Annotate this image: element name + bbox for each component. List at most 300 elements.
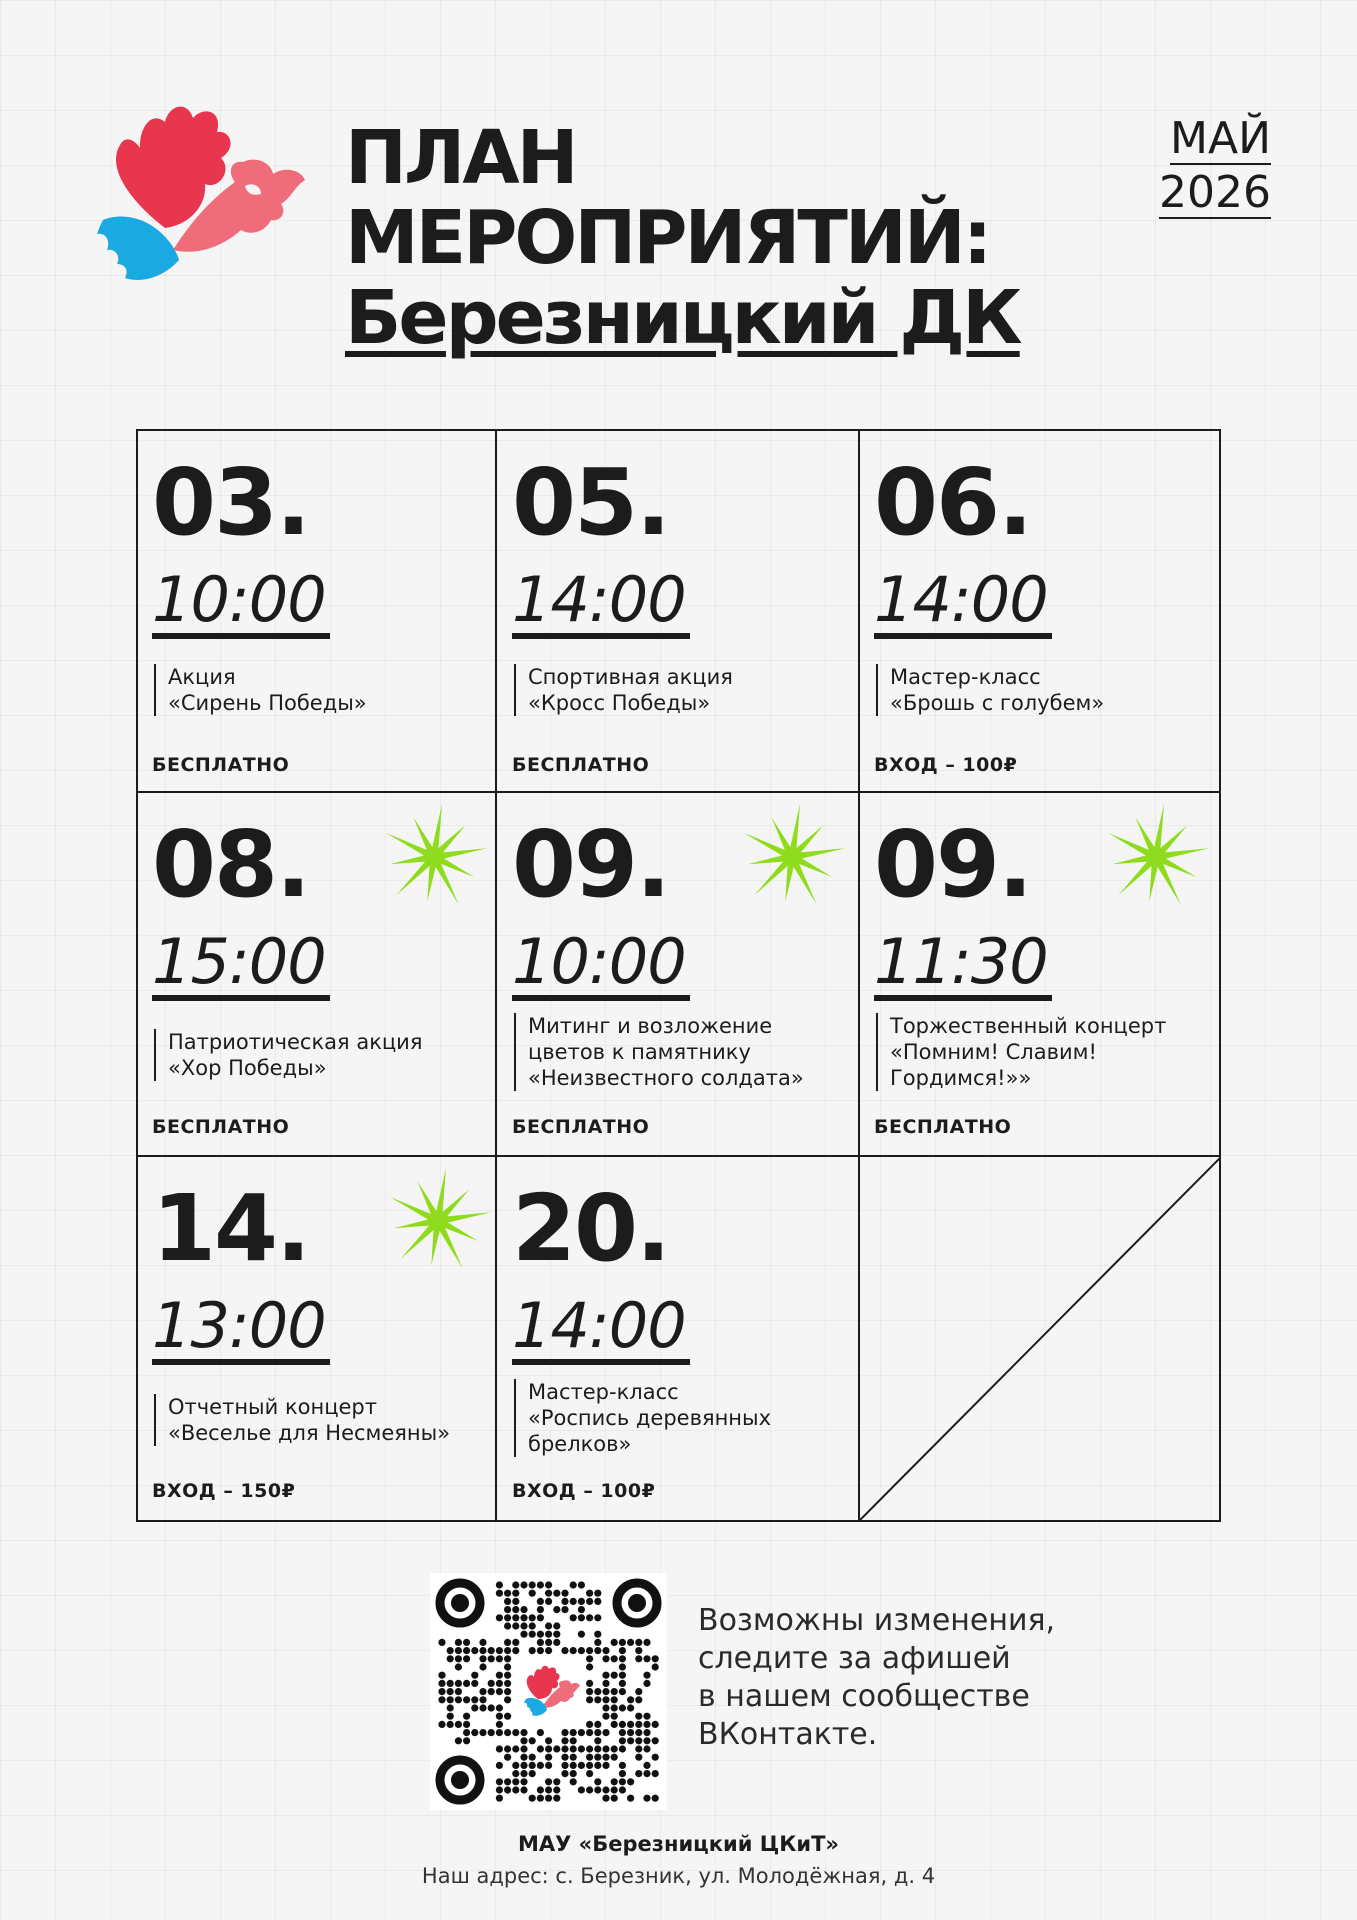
qr-dot (627, 1737, 634, 1744)
qr-dot (594, 1778, 601, 1785)
qr-dot (455, 1663, 462, 1670)
qr-dot (537, 1786, 544, 1793)
qr-dot (529, 1762, 536, 1769)
qr-dot (545, 1786, 552, 1793)
qr-dot (463, 1713, 470, 1720)
qr-dot (594, 1614, 601, 1621)
qr-dot (619, 1745, 626, 1752)
qr-dot (578, 1606, 585, 1613)
event-date: 20. (512, 1175, 669, 1282)
qr-dot (635, 1721, 642, 1728)
qr-dot (643, 1737, 650, 1744)
event-cell (498, 793, 858, 1156)
qr-dot (438, 1721, 445, 1728)
qr-dot (570, 1729, 577, 1736)
qr-dot (488, 1647, 495, 1654)
qr-dot (561, 1606, 568, 1613)
qr-dot (545, 1647, 552, 1654)
qr-dot (512, 1639, 519, 1646)
qr-dot (586, 1655, 593, 1662)
event-cell (138, 431, 498, 794)
qr-dot (545, 1745, 552, 1752)
qr-dot (570, 1737, 577, 1744)
qr-dot (578, 1647, 585, 1654)
qr-dot (520, 1754, 527, 1761)
event-description (514, 664, 849, 716)
qr-dot (471, 1680, 478, 1687)
qr-dot (512, 1622, 519, 1629)
qr-dot (479, 1696, 486, 1703)
qr-dot (545, 1598, 552, 1605)
qr-dot (512, 1581, 519, 1588)
month-year (1159, 112, 1271, 220)
qr-dot (594, 1762, 601, 1769)
qr-dot (496, 1713, 503, 1720)
qr-dot (496, 1786, 503, 1793)
qr-dot (504, 1745, 511, 1752)
event-desc-line: Спортивная акция (528, 665, 733, 689)
qr-dot (561, 1762, 568, 1769)
qr-dot (553, 1606, 560, 1613)
qr-dot (627, 1704, 634, 1711)
event-desc-line: «Кросс Победы» (528, 691, 711, 715)
qr-dot (512, 1647, 519, 1654)
qr-dot (545, 1639, 552, 1646)
qr-dot (537, 1762, 544, 1769)
qr-dot (594, 1631, 601, 1638)
qr-dot (471, 1672, 478, 1679)
qr-dot (652, 1737, 659, 1744)
title-line-3: Березницкий ДК (345, 275, 1020, 361)
event-desc-line: «Веселье для Несмеяны» (168, 1421, 451, 1445)
qr-dot (479, 1729, 486, 1736)
qr-dot (438, 1672, 445, 1679)
qr-dot (455, 1688, 462, 1695)
qr-dot (553, 1622, 560, 1629)
qr-dot (643, 1639, 650, 1646)
event-desc-line: Торжественный концерт (890, 1014, 1167, 1038)
qr-dot (619, 1672, 626, 1679)
qr-dot (479, 1647, 486, 1654)
qr-dot (496, 1795, 503, 1802)
qr-dot (561, 1729, 568, 1736)
qr-dot (520, 1786, 527, 1793)
qr-dot (570, 1762, 577, 1769)
qr-dot (488, 1680, 495, 1687)
qr-dot (611, 1754, 618, 1761)
event-date: 06. (874, 449, 1031, 556)
changes-notice (698, 1602, 1055, 1754)
event-description (154, 1394, 489, 1446)
event-price: БЕСПЛАТНО (512, 754, 650, 776)
qr-dot (570, 1581, 577, 1588)
qr-dot (594, 1647, 601, 1654)
event-time: 11:30 (874, 929, 1052, 1001)
qr-dot (537, 1647, 544, 1654)
event-desc-line: брелков» (528, 1432, 632, 1456)
qr-dot (570, 1745, 577, 1752)
qr-dot (479, 1663, 486, 1670)
qr-dot (455, 1737, 462, 1744)
qr-dot (627, 1696, 634, 1703)
qr-dot (611, 1786, 618, 1793)
qr-dot (479, 1655, 486, 1662)
qr-dot (471, 1704, 478, 1711)
qr-dot (504, 1786, 511, 1793)
event-desc-line: Отчетный концерт (168, 1395, 377, 1419)
qr-dot (529, 1795, 536, 1802)
qr-dot (611, 1704, 618, 1711)
qr-dot (635, 1639, 642, 1646)
qr-dot (529, 1647, 536, 1654)
qr-dot (643, 1655, 650, 1662)
qr-dot (545, 1762, 552, 1769)
qr-dot (496, 1655, 503, 1662)
event-date: 09. (512, 811, 669, 918)
event-time: 15:00 (152, 929, 330, 1001)
qr-dot (619, 1729, 626, 1736)
qr-dot (512, 1745, 519, 1752)
qr-dot (512, 1778, 519, 1785)
event-desc-line: «Роспись деревянных (528, 1406, 772, 1430)
qr-dot (479, 1704, 486, 1711)
notice-line: следите за афишей (698, 1641, 1011, 1676)
qr-dot (438, 1688, 445, 1695)
year-label: 2026 (1159, 167, 1271, 218)
qr-dot (602, 1729, 609, 1736)
qr-dot (504, 1639, 511, 1646)
qr-dot (496, 1778, 503, 1785)
qr-dot (570, 1598, 577, 1605)
qr-dot (619, 1721, 626, 1728)
qr-dot (463, 1696, 470, 1703)
qr-dot (611, 1795, 618, 1802)
qr-dot (570, 1778, 577, 1785)
qr-dot (635, 1655, 642, 1662)
qr-dot (488, 1704, 495, 1711)
qr-dot (561, 1647, 568, 1654)
qr-dot (594, 1721, 601, 1728)
qr-dot (611, 1713, 618, 1720)
qr-dot (545, 1581, 552, 1588)
qr-dot (619, 1639, 626, 1646)
notice-line: в нашем сообществе (698, 1679, 1030, 1714)
qr-dot (537, 1598, 544, 1605)
qr-dot (529, 1770, 536, 1777)
qr-dot (471, 1647, 478, 1654)
qr-dot (529, 1754, 536, 1761)
qr-dot (471, 1696, 478, 1703)
qr-dot (586, 1680, 593, 1687)
qr-dot (479, 1639, 486, 1646)
event-desc-line: Акция (168, 665, 236, 689)
qr-dot (520, 1762, 527, 1769)
page-title (345, 115, 1020, 361)
qr-dot (520, 1581, 527, 1588)
qr-dot (545, 1631, 552, 1638)
qr-dot (561, 1754, 568, 1761)
qr-dot (553, 1590, 560, 1597)
qr-dot (602, 1704, 609, 1711)
qr-dot (496, 1721, 503, 1728)
qr-dot (520, 1737, 527, 1744)
event-desc-line: Митинг и возложение (528, 1014, 773, 1038)
qr-dot (619, 1655, 626, 1662)
qr-dot (586, 1721, 593, 1728)
qr-dot (463, 1729, 470, 1736)
qr-dot (602, 1786, 609, 1793)
qr-dot (619, 1704, 626, 1711)
event-price: БЕСПЛАТНО (152, 754, 290, 776)
qr-dot (602, 1655, 609, 1662)
event-date: 09. (874, 811, 1031, 918)
qr-dot (586, 1762, 593, 1769)
qr-dot (504, 1590, 511, 1597)
qr-dot (463, 1721, 470, 1728)
qr-dot (463, 1639, 470, 1646)
qr-dot (627, 1778, 634, 1785)
qr-dot (643, 1795, 650, 1802)
qr-dot (520, 1770, 527, 1777)
qr-dot (504, 1713, 511, 1720)
event-description (514, 1013, 849, 1091)
qr-code-icon[interactable] (430, 1573, 667, 1810)
qr-dot (652, 1754, 659, 1761)
qr-dot (594, 1786, 601, 1793)
qr-dot (447, 1696, 454, 1703)
event-price: БЕСПЛАТНО (512, 1116, 650, 1138)
qr-dot (652, 1795, 659, 1802)
qr-dot (627, 1639, 634, 1646)
qr-dot (496, 1688, 503, 1695)
qr-dot (570, 1770, 577, 1777)
qr-dot (537, 1606, 544, 1613)
qr-dot (529, 1590, 536, 1597)
qr-dot (512, 1598, 519, 1605)
empty-cell-diagonal (860, 1157, 1221, 1520)
qr-dot (545, 1622, 552, 1629)
event-time: 10:00 (512, 929, 690, 1001)
green-starburst-icon (382, 1165, 494, 1277)
qr-dot (586, 1688, 593, 1695)
qr-dot (586, 1590, 593, 1597)
qr-dot (512, 1786, 519, 1793)
qr-dot (504, 1614, 511, 1621)
qr-dot (652, 1663, 659, 1670)
event-price: ВХОД – 150₽ (152, 1480, 296, 1502)
event-cell (498, 431, 858, 794)
qr-dot (553, 1786, 560, 1793)
qr-dot (496, 1729, 503, 1736)
event-date: 03. (152, 449, 309, 556)
qr-dot (652, 1721, 659, 1728)
qr-dot (520, 1729, 527, 1736)
event-desc-line: Мастер-класс (528, 1380, 679, 1404)
qr-dot (529, 1631, 536, 1638)
organization-name: МАУ «Березницкий ЦКиТ» (518, 1832, 839, 1856)
event-time: 14:00 (874, 567, 1052, 639)
qr-dot (570, 1614, 577, 1621)
qr-dot (635, 1770, 642, 1777)
event-time: 14:00 (512, 567, 690, 639)
qr-dot (561, 1737, 568, 1744)
green-starburst-icon (736, 801, 848, 913)
qr-dot (545, 1778, 552, 1785)
qr-dot (447, 1721, 454, 1728)
qr-dot (570, 1647, 577, 1654)
qr-dot (455, 1639, 462, 1646)
event-cell (138, 1157, 498, 1520)
qr-dot (504, 1778, 511, 1785)
notice-line: Возможны изменения, (698, 1603, 1056, 1638)
qr-dot (455, 1721, 462, 1728)
qr-dot (504, 1622, 511, 1629)
qr-dot (520, 1614, 527, 1621)
qr-dot (586, 1729, 593, 1736)
qr-dot (594, 1688, 601, 1695)
event-date: 05. (512, 449, 669, 556)
qr-dot (611, 1778, 618, 1785)
qr-dot (561, 1770, 568, 1777)
green-starburst-icon (1100, 801, 1212, 913)
event-price: БЕСПЛАТНО (874, 1116, 1012, 1138)
event-desc-line: «Сирень Победы» (168, 691, 367, 715)
qr-dot (578, 1745, 585, 1752)
qr-dot (496, 1680, 503, 1687)
qr-dot (594, 1590, 601, 1597)
qr-dot (512, 1762, 519, 1769)
qr-dot (455, 1655, 462, 1662)
qr-dot (619, 1663, 626, 1670)
qr-dot (611, 1688, 618, 1695)
qr-dot (438, 1639, 445, 1646)
qr-dot (602, 1680, 609, 1687)
qr-dot (594, 1639, 601, 1646)
qr-dot (635, 1729, 642, 1736)
qr-dot (643, 1770, 650, 1777)
qr-dot (643, 1762, 650, 1769)
qr-dot (529, 1581, 536, 1588)
qr-dot (602, 1647, 609, 1654)
qr-dot (586, 1786, 593, 1793)
qr-dot (537, 1639, 544, 1646)
qr-dot (529, 1622, 536, 1629)
qr-dot (594, 1696, 601, 1703)
qr-dot (537, 1795, 544, 1802)
qr-dot (553, 1639, 560, 1646)
qr-dot (479, 1688, 486, 1695)
event-description (876, 1013, 1211, 1091)
qr-dot (545, 1754, 552, 1761)
qr-dot (652, 1770, 659, 1777)
qr-dot (594, 1745, 601, 1752)
qr-dot (512, 1606, 519, 1613)
qr-dot (504, 1696, 511, 1703)
qr-dot (619, 1770, 626, 1777)
title-line-1: ПЛАН (345, 115, 576, 201)
qr-dot (537, 1614, 544, 1621)
qr-dot (504, 1598, 511, 1605)
qr-dot (602, 1762, 609, 1769)
qr-dot (619, 1688, 626, 1695)
qr-dot (537, 1581, 544, 1588)
qr-dot (545, 1590, 552, 1597)
qr-dot (520, 1606, 527, 1613)
qr-dot (652, 1655, 659, 1662)
qr-dot (635, 1688, 642, 1695)
qr-dot (520, 1778, 527, 1785)
event-time: 10:00 (152, 567, 330, 639)
event-cell (860, 793, 1220, 1156)
event-time: 13:00 (152, 1293, 330, 1365)
qr-dot (627, 1729, 634, 1736)
green-starburst-icon (378, 801, 490, 913)
qr-dot (635, 1754, 642, 1761)
event-date: 14. (152, 1175, 309, 1282)
qr-dot (447, 1704, 454, 1711)
qr-dot (504, 1655, 511, 1662)
qr-dot (488, 1688, 495, 1695)
qr-dot (635, 1713, 642, 1720)
qr-dot (602, 1754, 609, 1761)
qr-dot (578, 1581, 585, 1588)
qr-dot (496, 1762, 503, 1769)
address: Наш адрес: с. Березник, ул. Молодёжная, д. 4 (421, 1864, 936, 1888)
month-label: МАЙ (1170, 113, 1271, 164)
qr-dot (635, 1745, 642, 1752)
qr-dot (619, 1762, 626, 1769)
qr-dot (561, 1598, 568, 1605)
qr-dot (627, 1795, 634, 1802)
qr-dot (488, 1655, 495, 1662)
qr-dot (455, 1680, 462, 1687)
qr-dot (611, 1639, 618, 1646)
qr-dot (594, 1754, 601, 1761)
qr-dot (520, 1745, 527, 1752)
qr-dot (586, 1696, 593, 1703)
event-desc-line: Патриотическая акция (168, 1030, 423, 1054)
event-cell (138, 793, 498, 1156)
qr-dot (619, 1786, 626, 1793)
qr-dot (455, 1696, 462, 1703)
qr-dot (635, 1696, 642, 1703)
qr-dot (643, 1745, 650, 1752)
qr-dot (537, 1745, 544, 1752)
qr-dot (553, 1631, 560, 1638)
qr-dot (586, 1754, 593, 1761)
qr-dot (578, 1631, 585, 1638)
qr-dot (512, 1614, 519, 1621)
qr-dot (619, 1778, 626, 1785)
qr-dot (504, 1663, 511, 1670)
qr-dot (594, 1737, 601, 1744)
title-line-2: МЕРОПРИЯТИЙ: (345, 195, 990, 281)
qr-dot (504, 1647, 511, 1654)
event-price: БЕСПЛАТНО (152, 1116, 290, 1138)
qr-dot (635, 1647, 642, 1654)
qr-dot (627, 1721, 634, 1728)
event-description (876, 664, 1211, 716)
qr-dot (447, 1688, 454, 1695)
qr-dot (561, 1745, 568, 1752)
qr-dot (553, 1745, 560, 1752)
qr-dot (438, 1680, 445, 1687)
event-description (154, 1029, 489, 1081)
qr-dot (463, 1655, 470, 1662)
event-desc-line: Мастер-класс (890, 665, 1041, 689)
qr-dot (586, 1663, 593, 1670)
event-cell (860, 431, 1220, 794)
